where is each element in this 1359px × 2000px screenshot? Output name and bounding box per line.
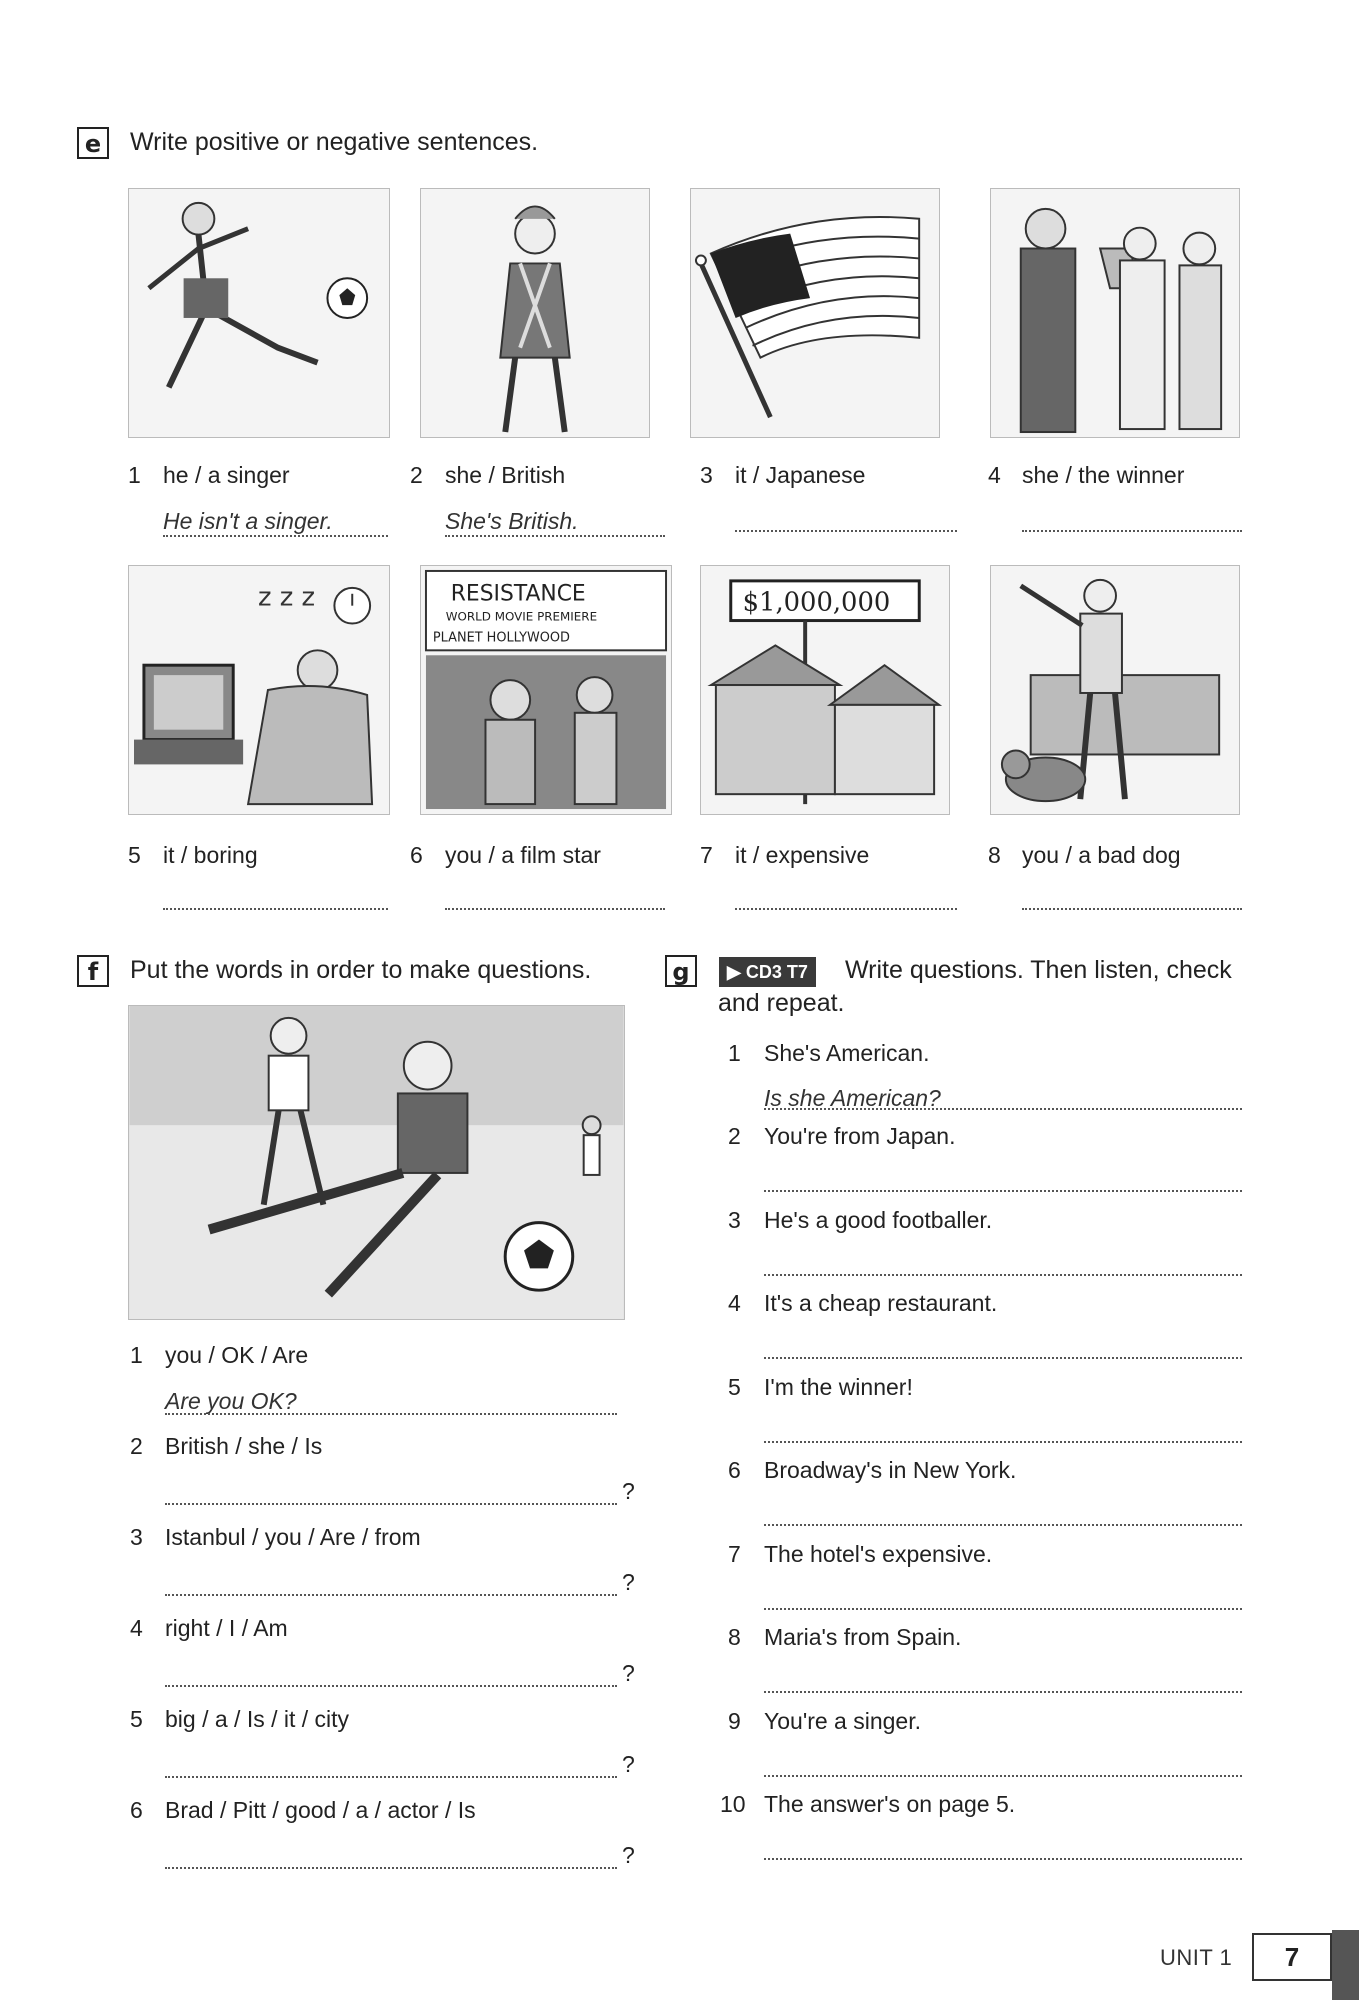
answer-line[interactable]: [445, 908, 665, 910]
unit-label: UNIT 1: [1160, 1945, 1233, 1970]
exercise-g-item-number: 2: [728, 1123, 741, 1149]
exercise-f-item-prompt: right / I / Am: [165, 1615, 288, 1641]
exercise-f-item-number: 6: [130, 1797, 143, 1823]
exercise-f-item-number: 5: [130, 1706, 143, 1732]
answer-line[interactable]: [445, 535, 665, 537]
answer-line[interactable]: [735, 530, 957, 532]
exercise-g-item-answer: Is she American?: [764, 1085, 941, 1111]
answer-line[interactable]: [735, 908, 957, 910]
premiere-title-text: RESISTANCE: [450, 581, 586, 607]
answer-line[interactable]: [165, 1776, 617, 1778]
exercise-g-item-number: 6: [728, 1457, 741, 1483]
exercise-f-instruction: Put the words in order to make questions.: [130, 956, 592, 984]
exercise-e-item-number: 6: [410, 842, 423, 868]
price-sign-text: $1,000,000: [742, 587, 891, 618]
exercise-e-item-number: 7: [700, 842, 713, 868]
exercise-g-item-number: 10: [720, 1791, 746, 1817]
answer-line[interactable]: [764, 1524, 1242, 1526]
exercise-e-item-prompt: you / a film star: [445, 842, 601, 868]
answer-line[interactable]: [764, 1441, 1242, 1443]
exercise-e-item-prompt: he / a singer: [163, 462, 290, 488]
exercise-g-item-prompt: Maria's from Spain.: [764, 1624, 962, 1650]
exercise-e-item-number: 8: [988, 842, 1001, 868]
injured-football-player-picture: [128, 1005, 625, 1320]
answer-line[interactable]: [165, 1867, 617, 1869]
exercise-f-item-number: 2: [130, 1433, 143, 1459]
answer-line[interactable]: [764, 1274, 1242, 1276]
answer-line[interactable]: [165, 1413, 617, 1415]
exercise-f-item-prompt: big / a / Is / it / city: [165, 1706, 350, 1732]
exercise-f-item-prompt: Istanbul / you / Are / from: [165, 1524, 421, 1550]
man-sleeping-tv-picture: [128, 565, 390, 815]
exercise-f-item-prompt: you / OK / Are: [165, 1342, 309, 1368]
answer-line[interactable]: [163, 535, 388, 537]
exercise-g-item-prompt: He's a good footballer.: [764, 1207, 993, 1233]
answer-line[interactable]: [165, 1594, 617, 1596]
exercise-e-item-prompt: she / British: [445, 462, 566, 488]
answer-line[interactable]: [764, 1108, 1242, 1110]
exercise-g-item-number: 4: [728, 1290, 741, 1316]
exercise-g-item-number: 8: [728, 1624, 741, 1650]
exercise-f-letter: f: [77, 955, 109, 987]
exercise-f-item-number: 3: [130, 1524, 143, 1550]
exercise-f-item-number: 1: [130, 1342, 143, 1368]
answer-line[interactable]: [165, 1685, 617, 1687]
exercise-f-item-number: 4: [130, 1615, 143, 1641]
answer-line[interactable]: [764, 1691, 1242, 1693]
exercise-g-item-number: 3: [728, 1207, 741, 1233]
woman-scolding-dog-picture: [990, 565, 1240, 815]
exercise-e-item-number: 4: [988, 462, 1001, 488]
answer-line[interactable]: [1022, 908, 1242, 910]
exercise-e-instruction: Write positive or negative sentences.: [130, 128, 539, 156]
exercise-g-item-prompt: You're a singer.: [764, 1708, 921, 1734]
exercise-g-instruction-line2: and repeat.: [718, 989, 845, 1017]
premiere-venue-text: PLANET HOLLYWOOD: [432, 630, 570, 646]
exercise-g-item-number: 5: [728, 1374, 741, 1400]
american-flag-picture: [690, 188, 940, 438]
man-giving-trophy-picture: [990, 188, 1240, 438]
house-for-sale-picture: [700, 565, 950, 815]
exercise-g-item-number: 1: [728, 1040, 741, 1066]
exercise-g-item-prompt: It's a cheap restaurant.: [764, 1290, 998, 1316]
exercise-e-item-prompt: it / boring: [163, 842, 258, 868]
answer-line[interactable]: [764, 1190, 1242, 1192]
page-number: 7: [1252, 1933, 1332, 1981]
question-mark: ?: [622, 1842, 635, 1868]
exercise-e-item-number: 5: [128, 842, 141, 868]
question-mark: ?: [622, 1478, 635, 1504]
answer-line[interactable]: [764, 1858, 1242, 1860]
answer-line[interactable]: [1022, 530, 1242, 532]
exercise-g-item-prompt: I'm the winner!: [764, 1374, 913, 1400]
movie-premiere-picture: [420, 565, 672, 815]
exercise-g-item-prompt: The answer's on page 5.: [764, 1791, 1016, 1817]
question-mark: ?: [622, 1569, 635, 1595]
exercise-g-item-prompt: The hotel's expensive.: [764, 1541, 993, 1567]
exercise-g-item-prompt: She's American.: [764, 1040, 930, 1066]
answer-line[interactable]: [764, 1608, 1242, 1610]
exercise-e-item-prompt: you / a bad dog: [1022, 842, 1181, 868]
exercise-e-item-answer: He isn't a singer.: [163, 508, 333, 534]
page-edge-tab: [1332, 1930, 1359, 2000]
exercise-f-item-prompt: British / she / Is: [165, 1433, 323, 1459]
exercise-g-letter: g: [665, 955, 697, 987]
question-mark: ?: [622, 1751, 635, 1777]
answer-line[interactable]: [764, 1357, 1242, 1359]
sleep-text: z z z: [258, 582, 316, 613]
answer-line[interactable]: [165, 1503, 617, 1505]
footballer-kicking-ball-picture: [128, 188, 390, 438]
exercise-e-letter: e: [77, 127, 109, 159]
exercise-g-item-number: 7: [728, 1541, 741, 1567]
answer-line[interactable]: [764, 1775, 1242, 1777]
exercise-g-instruction-line1: Write questions. Then listen, check: [845, 956, 1232, 984]
answer-line[interactable]: [163, 908, 388, 910]
exercise-g-item-number: 9: [728, 1708, 741, 1734]
exercise-f-item-answer: Are you OK?: [165, 1388, 297, 1414]
exercise-g-item-prompt: You're from Japan.: [764, 1123, 956, 1149]
exercise-f-item-prompt: Brad / Pitt / good / a / actor / Is: [165, 1797, 476, 1823]
exercise-e-item-prompt: it / Japanese: [735, 462, 866, 488]
exercise-e-item-prompt: it / expensive: [735, 842, 870, 868]
exercise-e-item-answer: She's British.: [445, 508, 579, 534]
woman-union-jack-jacket-picture: [420, 188, 650, 438]
exercise-e-item-prompt: she / the winner: [1022, 462, 1185, 488]
exercise-e-item-number: 3: [700, 462, 713, 488]
exercise-g-item-prompt: Broadway's in New York.: [764, 1457, 1017, 1483]
exercise-e-item-number: 2: [410, 462, 423, 488]
audio-track-badge[interactable]: ▶ CD3 T7: [719, 957, 816, 987]
premiere-subtitle-text: WORLD MOVIE PREMIERE: [445, 609, 598, 624]
exercise-e-item-number: 1: [128, 462, 141, 488]
question-mark: ?: [622, 1660, 635, 1686]
